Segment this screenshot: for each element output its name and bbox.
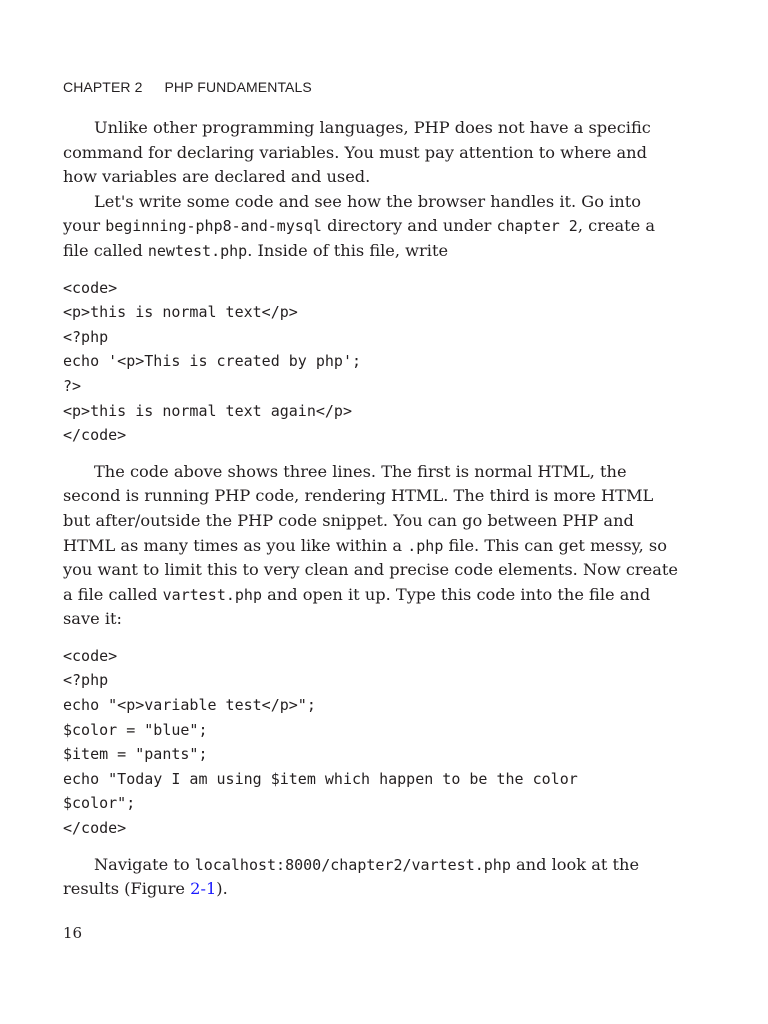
figure-link[interactable]: 2-1 — [190, 879, 217, 899]
text-run: Let's write some code and see how the browser handles it. Go into your — [63, 191, 641, 236]
text-run: The code above shows three lines. The first is normal HTML, the second is running PHP code, rendering HTML. The third is more HTML but after/outside the PHP code snippet. You can go between PHP and HTML as many times as you like within a — [63, 461, 654, 555]
code-block-vartest: <code> <?php echo "<p>variable test</p>"; $color = "blue"; $item = "pants"; echo "Today I am using $item which happen to be the color $color"; </code> — [63, 646, 578, 838]
text-run: , create a file called — [63, 216, 656, 260]
chapter-title: PHP FUNDAMENTALS — [164, 79, 312, 95]
inline-code-url: localhost:8000/chapter2/vartest.php — [194, 855, 511, 874]
text-run: directory and under — [321, 216, 497, 236]
text-run: ). — [216, 879, 228, 899]
paragraph-instructions — [63, 190, 683, 264]
text-run: file. This can get messy, so you want to limit this to very clean and precise code elements. Now create a file called — [63, 535, 678, 604]
text-run: and look at the results (Figure — [63, 854, 640, 899]
main-text — [63, 116, 683, 902]
paragraph-intro: Unlike other programming languages, PHP does not have a specific command for declaring variables. You must pay attention to where and how variables are declared and used. — [63, 118, 651, 187]
inline-code-filename: newtest.php — [147, 241, 248, 260]
paragraph-explanation — [63, 460, 683, 632]
text-run: and open it up. Type this code into the file and save it: — [63, 584, 651, 629]
text-run: . Inside of this file, write — [247, 240, 449, 260]
inline-code-vartest: vartest.php — [162, 585, 262, 604]
code-block-newtest: <code> <p>this is normal text</p> <?php echo '<p>This is created by php'; ?> <p>this is normal text again</p> </code> — [63, 278, 362, 445]
page-number: 16 — [63, 924, 83, 942]
inline-code-directory: beginning-php8-and-mysql — [105, 217, 322, 236]
inline-code-extension: .php — [407, 536, 444, 555]
text-run: Navigate to — [94, 854, 195, 874]
paragraph-navigate — [63, 853, 683, 902]
inline-code-chapter: chapter 2 — [496, 217, 578, 236]
running-header — [63, 79, 312, 95]
chapter-label: CHAPTER 2 — [63, 79, 143, 95]
